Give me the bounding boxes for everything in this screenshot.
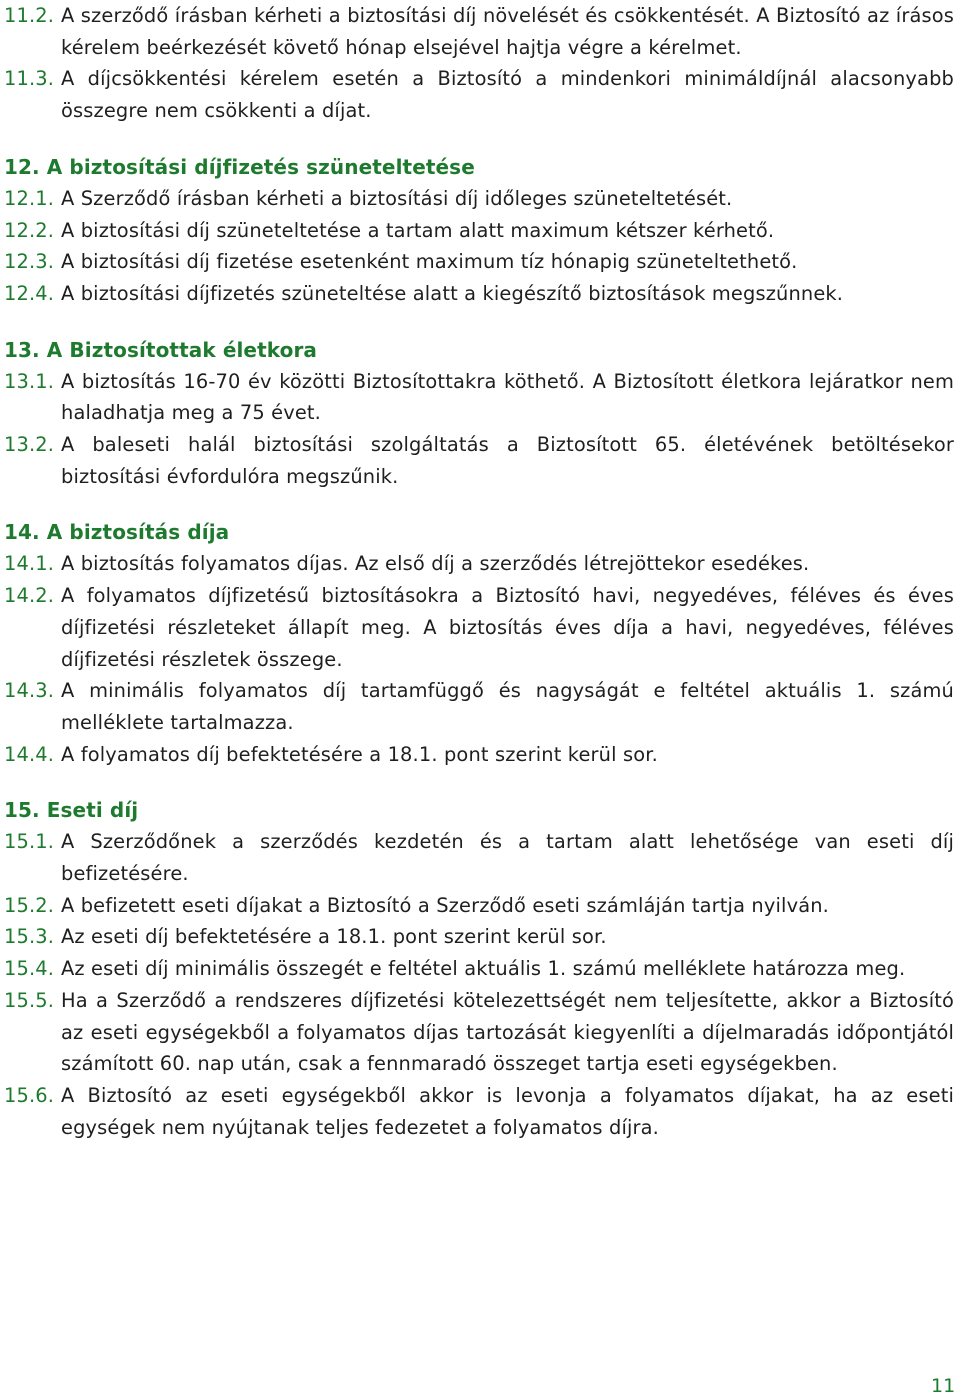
clause (4, 429, 954, 492)
clause (4, 826, 954, 889)
clause-text: A befizetett eseti díjakat a Biztosító a Szerződő eseti számláján tartja nyilván. (61, 893, 829, 917)
clause-text: A biztosítás 16-70 év közötti Biztosítottakra köthető. A Biztosított életkora lejáratkor nem haladhatja meg a 75 évet. (61, 369, 954, 425)
clause (4, 675, 954, 738)
document-body (4, 0, 954, 1143)
clause-number: 11.2. (4, 4, 55, 27)
clause-text: A Szerződő írásban kérheti a biztosítási díj időleges szüneteltetését. (61, 186, 733, 210)
clause (4, 548, 954, 580)
clause-text: A Biztosító az eseti egységekből akkor is levonja a folyamatos díjakat, ha az eseti egységek nem nyújtanak teljes fedezetet a folyamatos díjra. (61, 1083, 954, 1139)
clause-number: 15.1. (4, 830, 55, 854)
clause-number: 13.2. (4, 433, 55, 457)
section (4, 516, 954, 770)
page-number: 11 (931, 1375, 956, 1397)
clause-text: A minimális folyamatos díj tartamfüggő és nagyságát e feltétel aktuális 1. számú melléklete tartalmazza. (61, 679, 954, 734)
clause (4, 366, 954, 429)
clause-number: 15.3. (4, 925, 55, 949)
clause (4, 215, 954, 247)
clause-number: 15.5. (4, 988, 55, 1012)
clause-number: 14.2. (4, 584, 55, 608)
clause-text: Az eseti díj minimális összegét e feltétel aktuális 1. számú melléklete határozza meg. (61, 957, 906, 981)
clause (4, 246, 954, 278)
clause-text: Az eseti díj befektetésére a 18.1. pont szerint kerül sor. (61, 925, 607, 949)
section (4, 794, 954, 1143)
section-heading: 15. Eseti díj (4, 798, 139, 823)
clause-text: A biztosítási díjfizetés szüneteltése alatt a kiegészítő biztosítások megszűnnek. (61, 281, 844, 305)
section (4, 334, 954, 493)
clause-number: 12.2. (4, 218, 55, 242)
clause-number: 12.4. (4, 281, 55, 305)
clause-text: A biztosítási díj fizetése esetenként maximum tíz hónapig szüneteltethető. (61, 250, 798, 274)
clause-number: 12.1. (4, 186, 55, 210)
clause-number: 12.3. (4, 250, 55, 274)
clause-text: A díjcsökkentési kérelem esetén a Biztosító a mindenkori minimáldíjnál alacsonyabb összegre nem csökkenti a díjat. (61, 67, 954, 123)
clause-text: A folyamatos díj befektetésére a 18.1. pont szerint kerül sor. (61, 742, 658, 766)
clause-number: 11.3. (4, 67, 55, 91)
clause-text: A szerződő írásban kérheti a biztosítási díj növelését és csökkentését. A Biztosító az írásos kérelem beérkezését követő hónap elsejével hajtja végre a kérelmet. (61, 4, 954, 59)
clause (4, 953, 954, 985)
clause-text: A baleseti halál biztosítási szolgáltatás a Biztosított 65. életévének betöltésekor biztosítási évfordulóra megszűnik. (61, 433, 954, 488)
clause-text: A Szerződőnek a szerződés kezdetén és a tartam alatt lehetősége van eseti díj befizetésére. (61, 830, 954, 886)
clause (4, 890, 954, 922)
clause-text: A biztosítási díj szüneteltetése a tartam alatt maximum kétszer kérhető. (61, 218, 775, 242)
clause (4, 580, 954, 675)
clause-number: 13.1. (4, 369, 55, 393)
clause (4, 1080, 954, 1143)
section-heading: 12. A biztosítási díjfizetés szüneteltetése (4, 154, 475, 179)
clause (4, 0, 954, 63)
clause (4, 183, 954, 215)
clause-text: Ha a Szerződő a rendszeres díjfizetési kötelezettségét nem teljesítette, akkor a Biztosító az eseti egységekből a folyamatos díjas tartozását kiegyenlíti a díjelmaradás időpontjától számított 60. nap után, csak a fennmaradó összeget tartja eseti egységekben. (61, 988, 954, 1076)
clause (4, 739, 954, 771)
clause-number: 14.3. (4, 679, 55, 703)
section (4, 0, 954, 127)
clause-number: 14.4. (4, 742, 55, 766)
section-heading: 14. A biztosítás díja (4, 520, 230, 545)
clause (4, 63, 954, 126)
clause (4, 985, 954, 1080)
clause-text: A folyamatos díjfizetésű biztosításokra a Biztosító havi, negyedéves, féléves és éves díjfizetési részleteket állapít meg. A biztosítás éves díja a havi, negyedéves, féléves díjfizetési részletek összege. (61, 584, 954, 671)
clause-number: 15.6. (4, 1083, 55, 1107)
section (4, 151, 954, 310)
clause (4, 278, 954, 310)
clause (4, 921, 954, 953)
clause-text: A biztosítás folyamatos díjas. Az első díj a szerződés létrejöttekor esedékes. (61, 552, 810, 576)
section-heading: 13. A Biztosítottak életkora (4, 337, 318, 362)
clause-number: 15.4. (4, 957, 55, 981)
clause-number: 15.2. (4, 893, 55, 917)
clause-number: 14.1. (4, 552, 55, 576)
